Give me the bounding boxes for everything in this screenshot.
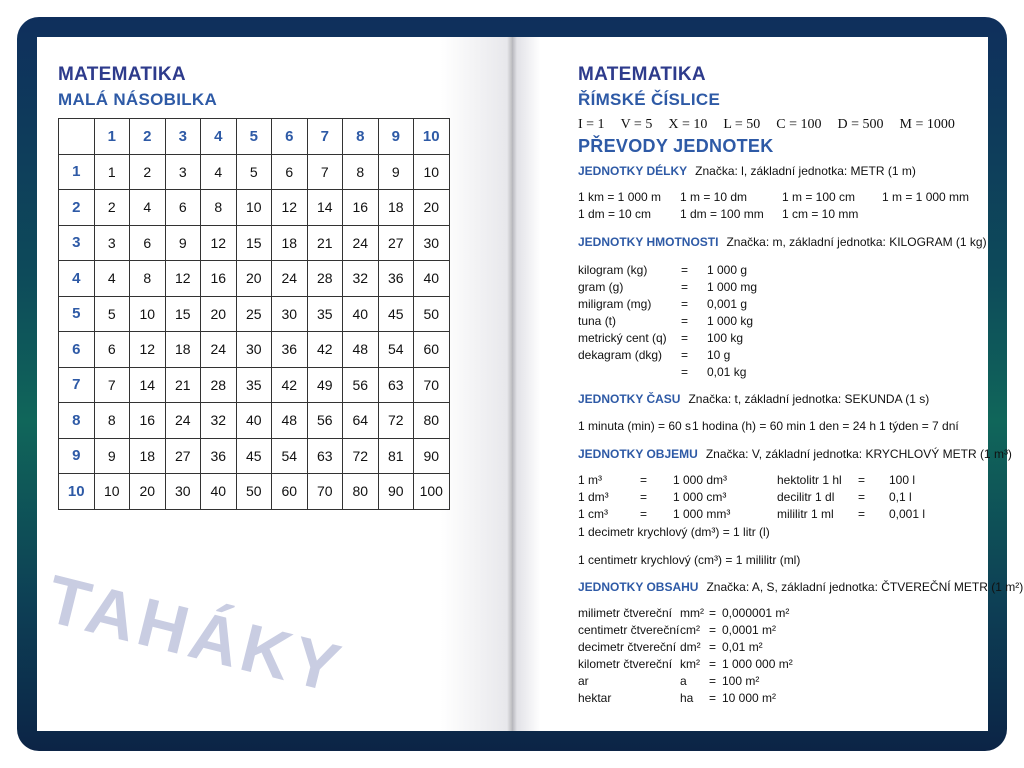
length-item: 1 dm = 100 mm <box>680 207 764 221</box>
table-cell: 21 <box>165 367 201 403</box>
mass-cell: = <box>681 365 689 379</box>
table-cell: 72 <box>378 403 414 439</box>
table-cell: 9 <box>378 154 414 190</box>
mass-cell: = <box>681 263 689 277</box>
table-cell: 16 <box>201 261 237 297</box>
unit-conversions-title: PŘEVODY JEDNOTEK <box>578 136 774 156</box>
roman-numerals-title: ŘÍMSKÉ ČÍSLICE <box>578 90 721 109</box>
volume-cell: = <box>640 473 648 487</box>
mass-cell: 0,01 kg <box>707 365 747 379</box>
area-cell: kilometr čtvereční <box>578 657 673 671</box>
volume-cell: mililitr 1 ml <box>777 507 834 521</box>
time-item: 1 minuta (min) = 60 s <box>578 419 692 433</box>
table-cell: 36 <box>378 261 414 297</box>
volume-cell: 1 000 mm³ <box>673 507 731 521</box>
volume-cell: 1 m³ <box>578 473 602 487</box>
table-cell: 18 <box>378 190 414 226</box>
multiplication-table <box>58 118 450 510</box>
table-cell: 60 <box>272 474 308 510</box>
notebook-spine <box>507 37 517 731</box>
table-cell: 20 <box>130 474 166 510</box>
column-header: 3 <box>165 119 201 155</box>
table-cell: 54 <box>272 438 308 474</box>
table-cell: 14 <box>130 367 166 403</box>
column-header: 6 <box>272 119 308 155</box>
table-cell: 20 <box>236 261 272 297</box>
table-cell: 10 <box>414 154 450 190</box>
table-cell: 40 <box>414 261 450 297</box>
table-row <box>59 225 450 261</box>
mass-tag: JEDNOTKY HMOTNOSTI <box>578 235 719 249</box>
row-header: 10 <box>59 474 95 510</box>
mass-cell: 1 000 kg <box>707 314 754 328</box>
area-cell: a <box>680 674 687 688</box>
table-cell: 30 <box>414 225 450 261</box>
table-cell: 27 <box>165 438 201 474</box>
time-item: 1 den = 24 h <box>809 419 877 433</box>
volume-cell: = <box>858 507 866 521</box>
column-header: 9 <box>378 119 414 155</box>
area-cell: = <box>709 606 717 620</box>
area-cell: 100 m² <box>722 674 760 688</box>
table-cell: 12 <box>201 225 237 261</box>
table-cell: 24 <box>343 225 379 261</box>
roman-item: M = 1000 <box>899 117 955 132</box>
table-cell: 25 <box>236 296 272 332</box>
table-cell: 63 <box>307 438 343 474</box>
table-cell: 81 <box>378 438 414 474</box>
table-cell: 45 <box>378 296 414 332</box>
table-cell: 30 <box>165 474 201 510</box>
table-cell: 28 <box>307 261 343 297</box>
watermark: TAHÁKY <box>39 560 352 708</box>
mass-cell: = <box>681 348 689 362</box>
table-cell: 2 <box>130 154 166 190</box>
mass-cell: tuna (t) <box>578 314 617 328</box>
table-cell: 80 <box>414 403 450 439</box>
table-cell: 48 <box>272 403 308 439</box>
mass-section-header <box>578 235 987 249</box>
table-cell: 10 <box>94 474 130 510</box>
volume-cell: 0,1 l <box>889 490 912 504</box>
volume-desc: Značka: V, základní jednotka: KRYCHLOVÝ METR (1 m³) <box>705 447 1012 461</box>
volume-cell: 1 dm³ <box>578 490 609 504</box>
table-cell: 5 <box>236 154 272 190</box>
table-cell: 12 <box>165 261 201 297</box>
column-header: 1 <box>94 119 130 155</box>
table-cell: 36 <box>201 438 237 474</box>
left-page-title: MATEMATIKA <box>58 64 186 85</box>
table-cell: 8 <box>94 403 130 439</box>
time-item: 1 hodina (h) = 60 min <box>692 419 806 433</box>
table-cell: 14 <box>307 190 343 226</box>
area-cell: km² <box>680 657 700 671</box>
table-cell: 56 <box>307 403 343 439</box>
table-cell: 2 <box>94 190 130 226</box>
length-item: 1 dm = 10 cm <box>578 207 652 221</box>
table-cell: 12 <box>130 332 166 368</box>
mass-cell: 100 kg <box>707 331 744 345</box>
area-desc: Značka: A, S, základní jednotka: ČTVEREČNÍ METR (1 m²) <box>706 580 1024 594</box>
table-cell: 3 <box>94 225 130 261</box>
mass-cell: 0,001 g <box>707 297 748 311</box>
table-cell: 8 <box>130 261 166 297</box>
table-cell: 16 <box>130 403 166 439</box>
table-cell: 3 <box>165 154 201 190</box>
table-cell: 100 <box>414 474 450 510</box>
table-cell: 12 <box>272 190 308 226</box>
length-desc: Značka: l, základní jednotka: METR (1 m) <box>695 164 916 178</box>
column-header: 2 <box>130 119 166 155</box>
table-cell: 6 <box>272 154 308 190</box>
table-cell: 18 <box>130 438 166 474</box>
table-row <box>59 367 450 403</box>
roman-item: L = 50 <box>723 117 761 132</box>
table-row <box>59 261 450 297</box>
table-cell: 27 <box>378 225 414 261</box>
length-item: 1 cm = 10 mm <box>782 207 859 221</box>
table-cell: 7 <box>307 154 343 190</box>
mass-cell: metrický cent (q) <box>578 331 667 345</box>
column-header: 7 <box>307 119 343 155</box>
volume-tag: JEDNOTKY OBJEMU <box>578 447 698 461</box>
mass-desc: Značka: m, základní jednotka: KILOGRAM (1 kg) <box>726 235 987 249</box>
table-cell: 63 <box>378 367 414 403</box>
area-cell: mm² <box>680 606 704 620</box>
area-cell: hektar <box>578 691 612 705</box>
mass-cell: 10 g <box>707 348 731 362</box>
volume-cell: = <box>640 490 648 504</box>
table-cell: 30 <box>272 296 308 332</box>
mass-cell: gram (g) <box>578 280 624 294</box>
roman-item: X = 10 <box>668 117 708 132</box>
table-cell: 40 <box>201 474 237 510</box>
table-cell: 1 <box>94 154 130 190</box>
table-row <box>59 438 450 474</box>
time-section-header <box>578 392 929 406</box>
table-cell: 15 <box>165 296 201 332</box>
table-cell: 20 <box>201 296 237 332</box>
table-row <box>59 154 450 190</box>
table-cell: 30 <box>236 332 272 368</box>
table-row <box>59 474 450 510</box>
table-row <box>59 190 450 226</box>
mass-cell: miligram (mg) <box>578 297 652 311</box>
table-cell: 9 <box>94 438 130 474</box>
table-cell: 10 <box>130 296 166 332</box>
table-cell: 56 <box>343 367 379 403</box>
time-desc: Značka: t, základní jednotka: SEKUNDA (1 s) <box>688 392 930 406</box>
table-cell: 24 <box>201 332 237 368</box>
table-cell: 9 <box>165 225 201 261</box>
length-item: 1 m = 1 000 mm <box>882 190 970 204</box>
area-cell: = <box>709 640 717 654</box>
table-cell: 8 <box>201 190 237 226</box>
area-cell: 1 000 000 m² <box>722 657 793 671</box>
area-cell: centimetr čtvereční <box>578 623 680 637</box>
table-cell: 70 <box>414 367 450 403</box>
area-cell: = <box>709 674 717 688</box>
table-cell: 5 <box>94 296 130 332</box>
mass-cell: = <box>681 280 689 294</box>
length-section-header <box>578 164 916 178</box>
table-cell: 18 <box>165 332 201 368</box>
area-cell: 0,01 m² <box>722 640 763 654</box>
area-cell: 10 000 m² <box>722 691 777 705</box>
area-cell: ar <box>578 674 589 688</box>
table-cell: 49 <box>307 367 343 403</box>
mass-cell: = <box>681 314 689 328</box>
table-cell: 28 <box>201 367 237 403</box>
volume-cell: 100 l <box>889 473 916 487</box>
area-tag: JEDNOTKY OBSAHU <box>578 580 699 594</box>
row-header: 1 <box>59 154 95 190</box>
table-cell: 24 <box>272 261 308 297</box>
table-cell: 35 <box>307 296 343 332</box>
area-cell: decimetr čtvereční <box>578 640 677 654</box>
table-cell: 32 <box>201 403 237 439</box>
area-cell: = <box>709 623 717 637</box>
table-cell: 7 <box>94 367 130 403</box>
area-cell: = <box>709 691 717 705</box>
volume-cell: hektolitr 1 hl <box>777 473 842 487</box>
column-header: 8 <box>343 119 379 155</box>
table-cell: 4 <box>130 190 166 226</box>
area-cell: = <box>709 657 717 671</box>
volume-cell: 0,001 l <box>889 507 926 521</box>
volume-section-header <box>578 447 1012 461</box>
volume-cell: 1 cm³ <box>578 507 608 521</box>
table-cell: 72 <box>343 438 379 474</box>
table-cell: 4 <box>94 261 130 297</box>
mass-cell: 1 000 g <box>707 263 748 277</box>
row-header: 8 <box>59 403 95 439</box>
table-row <box>59 332 450 368</box>
table-cell: 36 <box>272 332 308 368</box>
table-cell: 80 <box>343 474 379 510</box>
length-item: 1 m = 100 cm <box>782 190 856 204</box>
row-header: 4 <box>59 261 95 297</box>
table-cell: 42 <box>272 367 308 403</box>
column-header: 5 <box>236 119 272 155</box>
roman-item: V = 5 <box>620 117 653 132</box>
table-cell: 50 <box>236 474 272 510</box>
table-cell: 64 <box>343 403 379 439</box>
table-cell: 70 <box>307 474 343 510</box>
table-cell: 48 <box>343 332 379 368</box>
table-cell: 60 <box>414 332 450 368</box>
volume-note: 1 decimetr krychlový (dm³) = 1 litr (l) <box>578 525 770 539</box>
area-cell: 0,0001 m² <box>722 623 777 637</box>
area-cell: dm² <box>680 640 701 654</box>
roman-item: D = 500 <box>837 117 884 132</box>
roman-numerals-list <box>578 117 955 133</box>
length-tag: JEDNOTKY DÉLKY <box>578 164 688 178</box>
area-section-header <box>578 580 1023 594</box>
length-item: 1 km = 1 000 m <box>578 190 662 204</box>
table-cell: 16 <box>343 190 379 226</box>
table-cell: 35 <box>236 367 272 403</box>
mass-cell: dekagram (dkg) <box>578 348 663 362</box>
length-item: 1 m = 10 dm <box>680 190 748 204</box>
table-row <box>59 296 450 332</box>
table-cell: 32 <box>343 261 379 297</box>
table-cell: 6 <box>130 225 166 261</box>
corner-cell <box>59 119 95 155</box>
roman-item: C = 100 <box>776 117 822 132</box>
table-cell: 40 <box>343 296 379 332</box>
volume-cell: 1 000 cm³ <box>673 490 727 504</box>
table-cell: 54 <box>378 332 414 368</box>
row-header: 3 <box>59 225 95 261</box>
table-cell: 21 <box>307 225 343 261</box>
area-cell: 0,000001 m² <box>722 606 790 620</box>
table-cell: 42 <box>307 332 343 368</box>
row-header: 5 <box>59 296 95 332</box>
table-cell: 90 <box>414 438 450 474</box>
table-row <box>59 403 450 439</box>
row-header: 9 <box>59 438 95 474</box>
column-header: 4 <box>201 119 237 155</box>
mass-cell: = <box>681 297 689 311</box>
volume-note: 1 centimetr krychlový (cm³) = 1 mililitr (ml) <box>578 553 801 567</box>
volume-cell: decilitr 1 dl <box>777 490 835 504</box>
table-cell: 24 <box>165 403 201 439</box>
table-cell: 15 <box>236 225 272 261</box>
table-cell: 4 <box>201 154 237 190</box>
table-cell: 90 <box>378 474 414 510</box>
volume-cell: = <box>640 507 648 521</box>
column-header: 10 <box>414 119 450 155</box>
area-cell: cm² <box>680 623 700 637</box>
volume-cell: = <box>858 473 866 487</box>
multiplication-subtitle: MALÁ NÁSOBILKA <box>58 90 218 109</box>
area-cell: ha <box>680 691 694 705</box>
area-cell: milimetr čtvereční <box>578 606 673 620</box>
mass-cell: 1 000 mg <box>707 280 758 294</box>
table-cell: 6 <box>165 190 201 226</box>
row-header: 6 <box>59 332 95 368</box>
mass-cell: = <box>681 331 689 345</box>
roman-item: I = 1 <box>578 117 605 132</box>
table-cell: 40 <box>236 403 272 439</box>
row-header: 7 <box>59 367 95 403</box>
volume-cell: 1 000 dm³ <box>673 473 728 487</box>
volume-cell: = <box>858 490 866 504</box>
table-cell: 8 <box>343 154 379 190</box>
table-cell: 6 <box>94 332 130 368</box>
time-tag: JEDNOTKY ČASU <box>578 392 681 406</box>
table-cell: 10 <box>236 190 272 226</box>
mass-cell: kilogram (kg) <box>578 263 648 277</box>
row-header: 2 <box>59 190 95 226</box>
table-cell: 20 <box>414 190 450 226</box>
time-item: 1 týden = 7 dní <box>879 419 959 433</box>
table-header-row <box>59 119 450 155</box>
table-cell: 45 <box>236 438 272 474</box>
table-cell: 18 <box>272 225 308 261</box>
right-page-title: MATEMATIKA <box>578 64 706 85</box>
table-cell: 50 <box>414 296 450 332</box>
